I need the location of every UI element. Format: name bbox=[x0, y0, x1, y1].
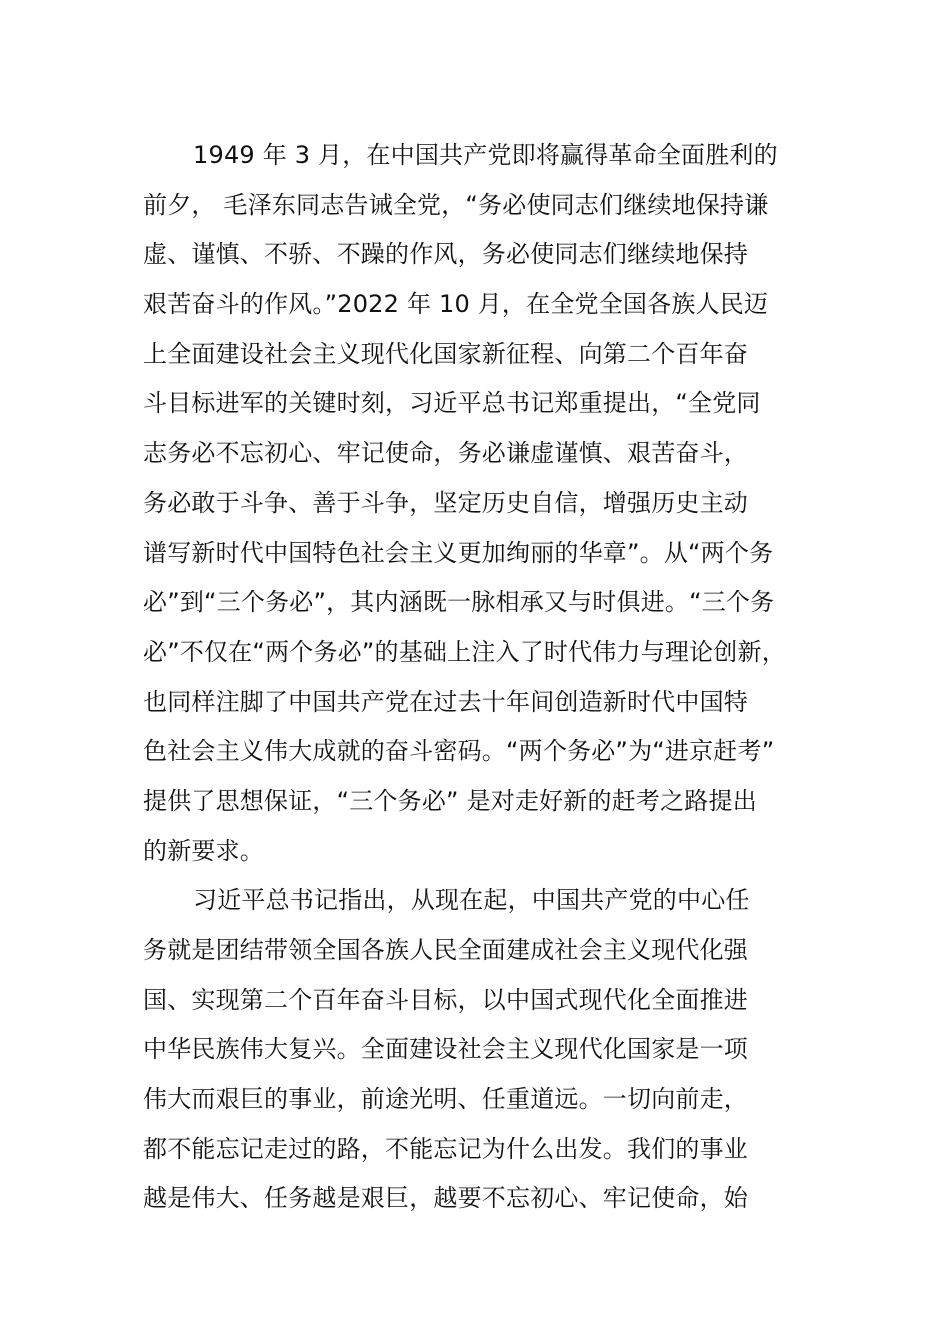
text-line: 必”不仅在“两个务必”的基础上注入了时代伟力与理论创新， bbox=[143, 637, 786, 666]
text-line: 提供了思想保证，“三个务必” 是对走好新的赶考之路提出 bbox=[143, 786, 757, 815]
text-line: 越是伟大、任务越是艰巨，越要不忘初心、牢记使命，始 bbox=[143, 1184, 748, 1213]
text-line: 谱写新时代中国特色社会主义更加绚丽的华章”。从“两个务 bbox=[143, 538, 774, 567]
paragraph-2 bbox=[143, 876, 813, 1224]
paragraph-1 bbox=[143, 131, 813, 876]
text-line: 中华民族伟大复兴。全面建设社会主义现代化国家是一项 bbox=[143, 1035, 748, 1064]
text-line: 务就是团结带领全国各族人民全面建成社会主义现代化强 bbox=[143, 936, 748, 964]
text-line: 务必敢于斗争、善于斗争，坚定历史自信，增强历史主动 bbox=[143, 488, 748, 517]
text-line: 志务必不忘初心、牢记使命，务必谦虚谨慎、艰苦奋斗， bbox=[143, 439, 748, 468]
text-line: 艰苦奋斗的作风。”2022 年 10 月，在全党全国各族人民迈 bbox=[143, 290, 769, 319]
text-line: 斗目标进军的关键时刻，习近平总书记郑重提出，“全党同 bbox=[143, 389, 761, 418]
text-line: 伟大而艰巨的事业，前途光明、任重道远。一切向前走， bbox=[143, 1085, 748, 1114]
text-line: 国、实现第二个百年奋斗目标，以中国式现代化全面推进 bbox=[143, 985, 748, 1014]
document-body bbox=[143, 131, 813, 1224]
text-line: 前夕， 毛泽东同志告诫全党，“务必使同志们继续地保持谦 bbox=[143, 190, 769, 219]
text-line: 都不能忘记走过的路，不能忘记为什么出发。我们的事业 bbox=[143, 1134, 748, 1163]
text-line: 1949 年 3 月，在中国共产党即将赢得革命全面胜利的 bbox=[193, 141, 778, 169]
text-line: 习近平总书记指出，从现在起，中国共产党的中心任 bbox=[193, 886, 750, 915]
text-line: 虚、谨慎、不骄、不躁的作风，务必使同志们继续地保持 bbox=[143, 240, 748, 269]
text-line: 上全面建设社会主义现代化国家新征程、向第二个百年奋 bbox=[143, 339, 748, 368]
text-line: 的新要求。 bbox=[143, 836, 264, 865]
text-line: 必”到“三个务必”，其内涵既一脉相承又与时俱进。“三个务 bbox=[143, 588, 775, 617]
text-line: 色社会主义伟大成就的奋斗密码。“两个务必”为“进京赶考” bbox=[143, 737, 775, 766]
text-line: 也同样注脚了中国共产党在过去十年间创造新时代中国特 bbox=[143, 687, 748, 716]
